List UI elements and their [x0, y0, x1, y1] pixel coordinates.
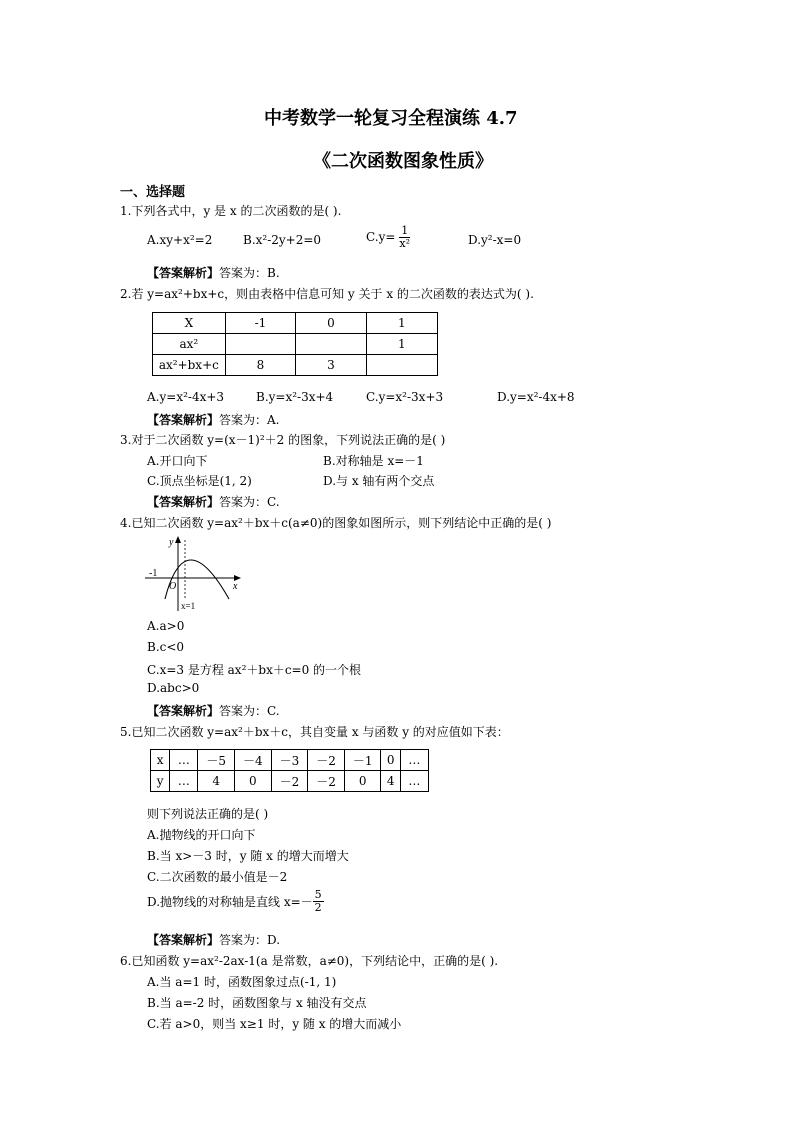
table-cell: X: [153, 313, 226, 334]
table-cell: …: [400, 771, 428, 792]
table-cell: 0: [296, 313, 366, 334]
table-cell: 3: [296, 355, 366, 376]
table-cell: [225, 334, 296, 355]
y-axis-label: y: [169, 537, 174, 548]
q1-option-a: A.xy+x²=2: [147, 233, 213, 247]
q4-answer: [147, 702, 280, 719]
y-axis-arrow: [175, 536, 181, 543]
table-row: [151, 750, 429, 771]
table-cell: [296, 334, 366, 355]
table-cell: 1: [366, 334, 437, 355]
q5-option-b: B.当 x>－3 时，y 随 x 的增大而增大: [147, 849, 349, 863]
q5-fraction: [313, 889, 324, 914]
table-row: [153, 313, 438, 334]
q2-answer: [147, 411, 280, 428]
table-cell: －3: [271, 750, 308, 771]
q5-option-a: A.抛物线的开口向下: [147, 828, 256, 842]
table-cell: 1: [366, 313, 437, 334]
q5-option-c: C.二次函数的最小值是－2: [147, 870, 288, 884]
q3-option-d: D.与 x 轴有两个交点: [323, 474, 435, 488]
q3-option-a: A.开口向下: [147, 454, 208, 468]
page-subtitle: 《二次函数图象性质》: [313, 151, 493, 172]
answer-text: 答案为：A.: [219, 413, 280, 427]
answer-label: 【答案解析】: [147, 933, 220, 947]
answer-label: 【答案解析】: [147, 495, 220, 509]
q4-option-d: D.abc>0: [147, 681, 200, 695]
answer-label: 【答案解析】: [147, 413, 220, 427]
q4-option-a: A.a>0: [147, 619, 185, 633]
symmetry-axis-label: x=1: [181, 601, 196, 611]
minus-one-label: -1: [149, 568, 158, 579]
q3-option-b: B.对称轴是 x=－1: [323, 454, 424, 468]
q6-stem: 6.已知函数 y=ax²-2ax-1(a 是常数，a≠0)，下列结论中，正确的是( ).: [120, 954, 499, 968]
table-row: [151, 771, 429, 792]
table-cell: -1: [225, 313, 296, 334]
q5-option-d-prefix: D.抛物线的对称轴是直线 x=－: [147, 895, 313, 909]
q3-stem: 3.对于二次函数 y=(x－1)²＋2 的图象，下列说法正确的是( ): [120, 433, 446, 447]
q2-option-d: D.y=x²-4x+8: [497, 390, 575, 404]
table-cell: －2: [308, 750, 345, 771]
q1-option-d: D.y²-x=0: [468, 233, 522, 247]
q2-stem: 2.若 y=ax²+bx+c，则由表格中信息可知 y 关于 x 的二次函数的表达式为( ).: [120, 287, 534, 301]
q4-stem: 4.已知二次函数 y=ax²＋bx＋c(a≠0)的图象如图所示，则下列结论中正确的是( ): [120, 516, 552, 530]
answer-text: 答案为：B.: [219, 266, 280, 280]
answer-text: 答案为：C.: [219, 704, 280, 718]
x-axis-label: x: [233, 581, 238, 592]
table-cell: …: [170, 771, 198, 792]
parabola-curve: [165, 560, 229, 599]
q1-fraction-numerator: 1: [401, 224, 409, 237]
table-cell: 4: [381, 771, 400, 792]
table-cell: －5: [198, 750, 235, 771]
q2-table: [152, 312, 438, 376]
q3-option-c: C.顶点坐标是(1, 2): [147, 474, 252, 488]
q5-answer: [147, 931, 280, 948]
section-heading: 一、选择题: [120, 185, 186, 200]
q5-option-d: [147, 889, 324, 914]
answer-label: 【答案解析】: [147, 704, 220, 718]
table-cell: －1: [344, 750, 381, 771]
table-cell: 0: [381, 750, 400, 771]
q5-prompt: 则下列说法正确的是( ): [147, 807, 269, 821]
origin-label: O: [169, 581, 177, 592]
answer-label: 【答案解析】: [147, 266, 220, 280]
table-cell: 0: [344, 771, 381, 792]
q2-option-a: A.y=x²-4x+3: [147, 390, 225, 404]
table-cell: ax²: [153, 334, 226, 355]
q5-fraction-denominator: 2: [314, 901, 322, 914]
q1-fraction: [399, 225, 410, 250]
table-cell: 4: [198, 771, 235, 792]
q6-option-c: C.若 a>0，则当 x≥1 时，y 随 x 的增大而减小: [147, 1017, 402, 1031]
table-cell: －2: [271, 771, 308, 792]
table-row: [153, 334, 438, 355]
table-cell: 0: [235, 771, 272, 792]
table-row: [153, 355, 438, 376]
table-cell: x: [151, 750, 170, 771]
q5-stem: 5.已知二次函数 y=ax²＋bx＋c，其自变量 x 与函数 y 的对应值如下表：: [120, 725, 509, 739]
q2-option-c: C.y=x²-3x+3: [366, 390, 444, 404]
q1-option-c-prefix: C.y=: [366, 230, 396, 244]
q4-option-b: B.c<0: [147, 640, 185, 654]
page-title: 中考数学一轮复习全程演练 4.7: [264, 108, 518, 129]
q1-stem: 1.下列各式中，y 是 x 的二次函数的是( ).: [120, 204, 342, 218]
table-cell: －2: [308, 771, 345, 792]
q1-option-b: B.x²-2y+2=0: [243, 233, 322, 247]
q1-option-c: [366, 225, 410, 250]
q6-option-b: B.当 a=-2 时，函数图象与 x 轴没有交点: [147, 996, 367, 1010]
table-cell: －4: [235, 750, 272, 771]
q5-table: [150, 749, 429, 792]
q1-answer: [147, 264, 280, 281]
table-cell: y: [151, 771, 170, 792]
q2-option-b: B.y=x²-3x+4: [256, 390, 334, 404]
q5-fraction-numerator: 5: [314, 888, 322, 901]
q4-option-c: C.x=3 是方程 ax²＋bx＋c=0 的一个根: [147, 663, 362, 677]
table-cell: [366, 355, 437, 376]
table-cell: …: [400, 750, 428, 771]
table-cell: 8: [225, 355, 296, 376]
table-cell: …: [170, 750, 198, 771]
q1-fraction-denominator: x²: [399, 237, 411, 250]
answer-text: 答案为：C.: [219, 495, 280, 509]
q3-answer: [147, 493, 280, 510]
q6-option-a: A.当 a=1 时，函数图象过点(-1, 1): [147, 975, 337, 989]
table-cell: ax²+bx+c: [153, 355, 226, 376]
parabola-graph: [145, 533, 245, 613]
answer-text: 答案为：D.: [219, 933, 281, 947]
